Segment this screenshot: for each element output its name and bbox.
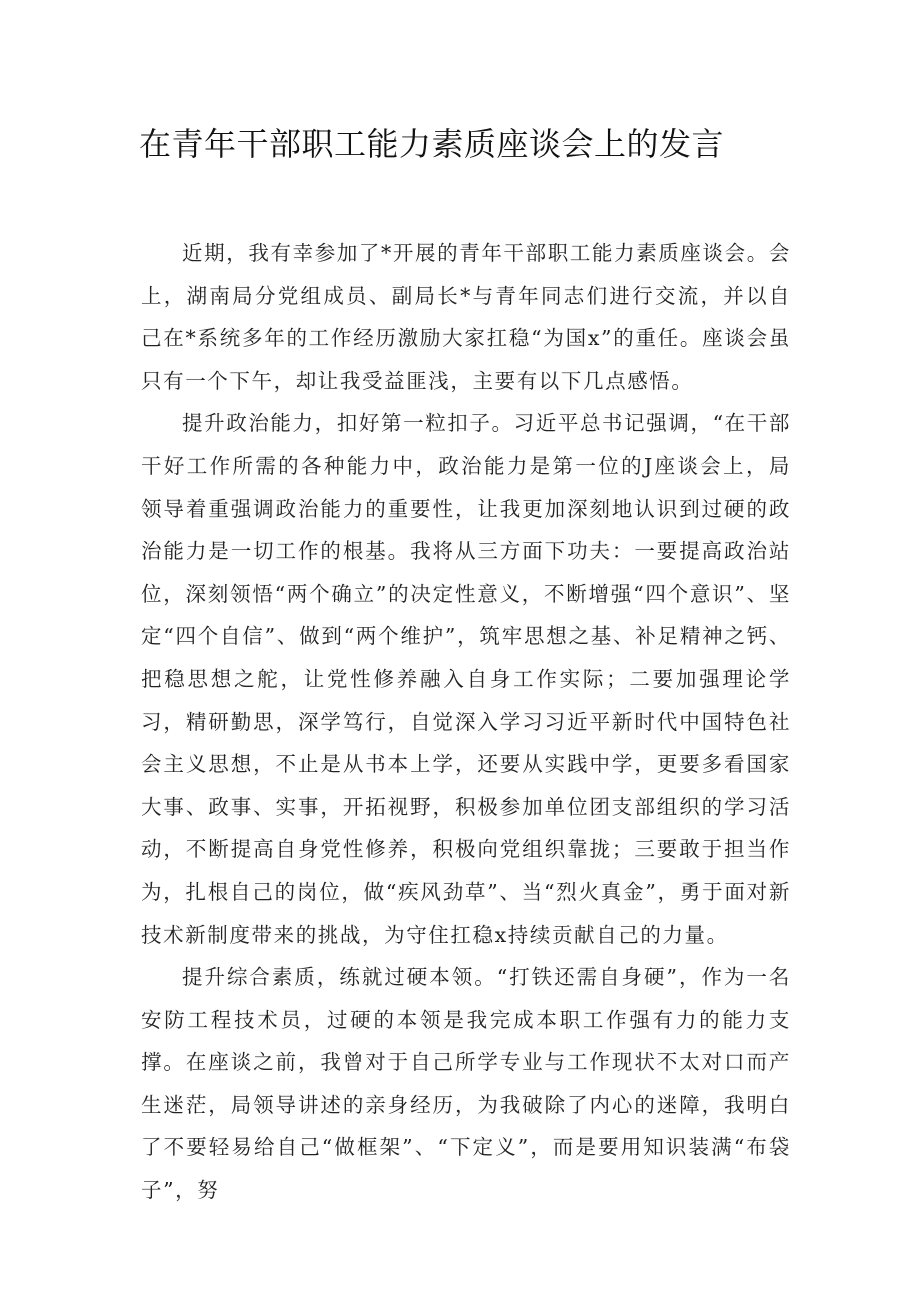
document-body — [141, 232, 791, 1212]
paragraph-intro: 近期，我有幸参加了*开展的青年干部职工能力素质座谈会。会上，湖南局分党组成员、副局长*与青年同志们进行交流，并以自己在*系统多年的工作经历激励大家扛稳“为国x”的重任。座谈会虽只有一个下午，却让我受益匪浅，主要有以下几点感悟。 — [141, 241, 791, 393]
paragraph-political-ability: 提升政治能力，扣好第一粒扣子。习近平总书记强调，“在干部干好工作所需的各种能力中，政治能力是第一位的J座谈会上，局领导着重强调政治能力的重要性，让我更加深刻地认识到过硬的政治能力是一切工作的根基。我将从三方面下功夫：一要提高政治站位，深刻领悟“两个确立”的决定性意义，不断增强“四个意识”、坚定“四个自信”、做到“两个维护”，筑牢思想之基、补足精神之钙、把稳思想之舵，让党性修养融入自身工作实际；二要加强理论学习，精研勤思，深学笃行，自觉深入学习习近平新时代中国特色社会主义思想，不止是从书本上学，还要从实践中学，更要多看国家大事、政事、实事，开拓视野，积极参加单位团支部组织的学习活动，不断提高自身党性修养，积极向党组织靠拢；三要敢于担当作为，扎根自己的岗位，做“疾风劲草”、当“烈火真金”，勇于面对新技术新制度带来的挑战，为守住扛稳x持续贡献自己的力量。 — [141, 411, 791, 947]
document-title: 在青年干部职工能力素质座谈会上的发言 — [139, 125, 725, 163]
paragraph-comprehensive-quality: 提升综合素质，练就过硬本领。“打铁还需自身硬”，作为一名安防工程技术员，过硬的本领是我完成本职工作强有力的能力支撑。在座谈之前，我曾对于自己所学专业与工作现状不太对口而产生迷茫，局领导讲述的亲身经历，为我破除了内心的迷障，我明白了不要轻易给自己“做框架”、“下定义”，而是要用知识装满“布袋子”，努 — [141, 965, 791, 1203]
